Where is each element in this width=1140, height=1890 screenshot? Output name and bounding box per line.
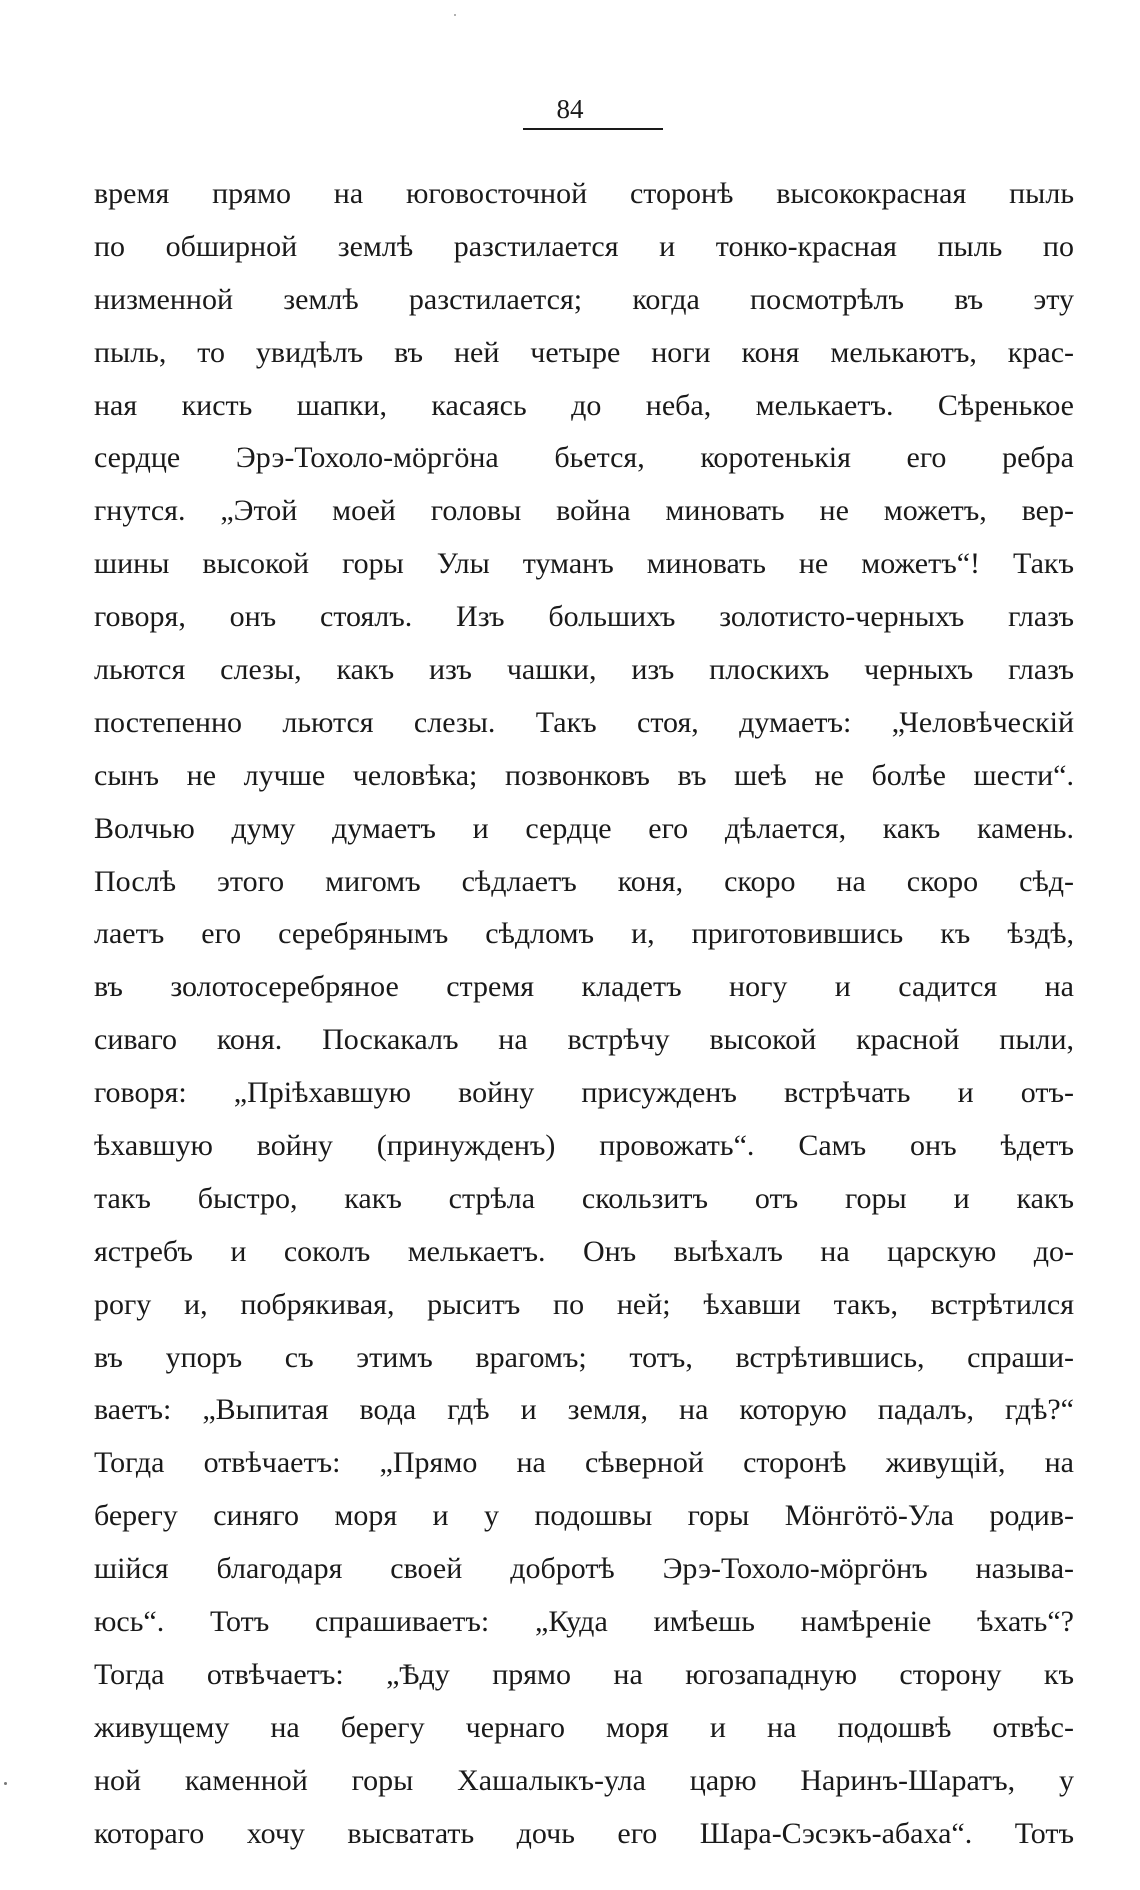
text-line: Тогда отвѣчаетъ: „Ѣду прямо на югозападную сторону къ — [94, 1657, 1074, 1691]
text-line: котораго хочу высватать дочь его Шара-Сэсэкъ-абаха“. Тотъ — [94, 1816, 1074, 1850]
text-line: лаетъ его серебрянымъ сѣдломъ и, приготовившись къ ѣздѣ, — [94, 917, 1074, 951]
text-line: въ золотосеребряное стремя кладетъ ногу и садится на — [94, 970, 1074, 1004]
text-line: льются слезы, какъ изъ чашки, изъ плоскихъ черныхъ глазъ — [94, 653, 1074, 687]
text-line: постепенно льются слезы. Такъ стоя, думаетъ: „Человѣческій — [94, 705, 1074, 739]
text-line: Послѣ этого мигомъ сѣдлаетъ коня, скоро на скоро сѣд- — [94, 864, 1074, 898]
text-line: ѣхавшую войну (принужденъ) провожать“. Самъ онъ ѣдетъ — [94, 1129, 1074, 1163]
text-line: пыль, то увидѣлъ въ ней четыре ноги коня мелькаютъ, крас- — [94, 335, 1074, 369]
text-line: сердце Эрэ-Тохоло-мöргöна бьется, коротенькія его ребра — [94, 441, 1074, 475]
text-line: время прямо на юговосточной сторонѣ высококрасная пыль — [94, 177, 1074, 210]
text-line: шины высокой горы Улы туманъ миновать не можетъ“! Такъ — [94, 547, 1074, 581]
body-text — [94, 168, 1074, 1861]
paper-speck — [454, 14, 456, 16]
text-line: живущему на берегу чернаго моря и на подошвѣ отвѣс- — [94, 1710, 1074, 1744]
text-line: берегу синяго моря и у подошвы горы Мöнгöтö-Ула родив- — [94, 1499, 1074, 1533]
text-line: низменной землѣ разстилается; когда посмотрѣлъ въ эту — [94, 282, 1074, 316]
text-line: сынъ не лучше человѣка; позвонковъ въ шеѣ не болѣе шести“. — [94, 758, 1074, 792]
paper-speck — [4, 1782, 7, 1785]
text-line: рогу и, побрякивая, рыситъ по ней; ѣхавши такъ, встрѣтился — [94, 1287, 1074, 1321]
text-line: шійся благодаря своей добротѣ Эрэ-Тохоло-мöргöнъ называ- — [94, 1552, 1074, 1586]
text-line: Тогда отвѣчаетъ: „Прямо на сѣверной сторонѣ живущій, на — [94, 1446, 1074, 1480]
header-rule — [523, 128, 663, 130]
text-line: въ упоръ съ этимъ врагомъ; тотъ, встрѣтившись, спраши- — [94, 1340, 1074, 1374]
text-line: ваетъ: „Выпитая вода гдѣ и земля, на которую падалъ, гдѣ?“ — [94, 1393, 1074, 1427]
page-number: 84 — [556, 94, 584, 124]
text-line: такъ быстро, какъ стрѣла скользитъ отъ горы и какъ — [94, 1181, 1074, 1215]
text-line: Волчью думу думаетъ и сердце его дѣлается, какъ камень. — [94, 811, 1074, 845]
text-line: говоря: „Пріѣхавшую войну присужденъ встрѣчать и отъ- — [94, 1076, 1074, 1110]
text-line: ной каменной горы Хашалыкъ-ула царю Наринъ-Шаратъ, у — [94, 1763, 1074, 1797]
text-line: юсь“. Тотъ спрашиваетъ: „Куда имѣешь намѣреніе ѣхать“? — [94, 1605, 1074, 1639]
text-line: ястребъ и соколъ мелькаетъ. Онъ выѣхалъ на царскую до- — [94, 1234, 1074, 1268]
text-line: ная кисть шапки, касаясь до неба, мелькаетъ. Сѣренькое — [94, 388, 1074, 422]
text-line: гнутся. „Этой моей головы война миновать не можетъ, вер- — [94, 494, 1074, 528]
text-line: по обширной землѣ разстилается и тонко-красная пыль по — [94, 229, 1074, 263]
text-line: говоря, онъ стоялъ. Изъ большихъ золотисто-черныхъ глазъ — [94, 600, 1074, 634]
text-line: сиваго коня. Поскакалъ на встрѣчу высокой красной пыли, — [94, 1023, 1074, 1057]
